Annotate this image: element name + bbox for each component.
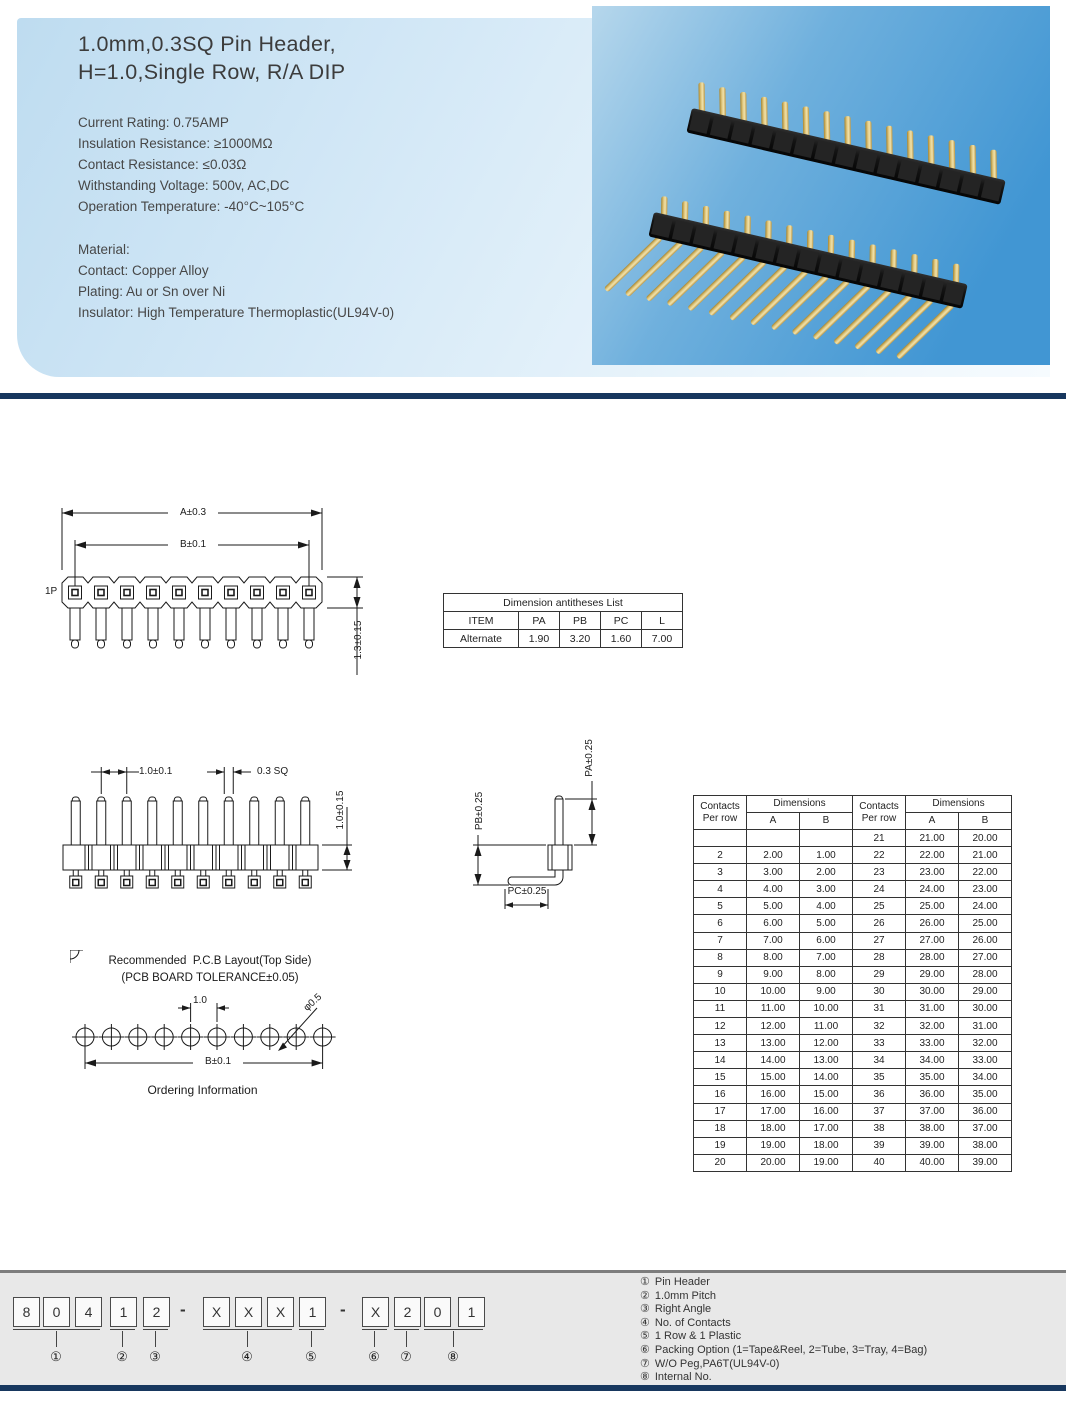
dim-label-b: B±0.1 bbox=[168, 539, 218, 551]
cell: 13.00 bbox=[747, 1035, 800, 1052]
cell: 23 bbox=[853, 864, 906, 881]
cell: 32.00 bbox=[959, 1035, 1012, 1052]
cell bbox=[694, 830, 747, 847]
cell: 31 bbox=[853, 1000, 906, 1017]
section-divider-bar bbox=[0, 393, 1066, 399]
table-row bbox=[694, 881, 1012, 898]
col-header-contacts: Contacts Per row bbox=[694, 796, 747, 830]
spec-line: Operation Temperature: -40°C~105°C bbox=[78, 199, 305, 214]
ordering-heading: Ordering Information bbox=[147, 1083, 258, 1097]
order-code-box: 2 bbox=[394, 1297, 421, 1327]
legend-item-number: ⑤ bbox=[640, 1330, 650, 1343]
group-underline bbox=[362, 1329, 387, 1330]
legend-item bbox=[640, 1276, 927, 1290]
legend-item bbox=[640, 1303, 927, 1317]
cell: 26.00 bbox=[906, 915, 959, 932]
cell: 13.00 bbox=[800, 1052, 853, 1069]
legend-item-number: ② bbox=[640, 1289, 650, 1302]
table-row bbox=[694, 898, 1012, 915]
drawing-side-view bbox=[465, 725, 650, 920]
cell: 24.00 bbox=[959, 898, 1012, 915]
material-line: Plating: Au or Sn over Ni bbox=[78, 284, 226, 299]
cell: 32.00 bbox=[906, 1018, 959, 1035]
group-number: ① bbox=[50, 1349, 62, 1364]
legend-item-number: ③ bbox=[640, 1303, 650, 1316]
cell: 4 bbox=[694, 881, 747, 898]
cell: 33.00 bbox=[906, 1035, 959, 1052]
dim-label-pb: PB±0.25 bbox=[474, 791, 485, 831]
cell: 35.00 bbox=[959, 1086, 1012, 1103]
col-header: ITEM bbox=[444, 612, 519, 630]
cell: 40 bbox=[853, 1154, 906, 1171]
group-pointer bbox=[155, 1331, 156, 1347]
table-row bbox=[694, 949, 1012, 966]
page-title-line2: H=1.0,Single Row, R/A DIP bbox=[78, 60, 346, 84]
group-pointer bbox=[406, 1331, 407, 1347]
cell: 31.00 bbox=[906, 1000, 959, 1017]
group-underline bbox=[203, 1329, 292, 1330]
order-code-dash: - bbox=[340, 1300, 346, 1319]
group-underline bbox=[13, 1329, 100, 1330]
col-header: PA bbox=[519, 612, 560, 630]
cell: 29.00 bbox=[906, 966, 959, 983]
cell: 21.00 bbox=[906, 830, 959, 847]
legend-item-text: 1 Row & 1 Plastic bbox=[654, 1330, 742, 1343]
drawing-front-view bbox=[55, 745, 355, 910]
group-pointer bbox=[453, 1331, 454, 1347]
cell: 7.00 bbox=[800, 949, 853, 966]
cell: 30 bbox=[853, 983, 906, 1000]
order-code-box: X bbox=[203, 1297, 230, 1327]
antitheses-table bbox=[443, 593, 683, 648]
cell: 18.00 bbox=[800, 1137, 853, 1154]
cell: 20 bbox=[694, 1154, 747, 1171]
cell: 27.00 bbox=[906, 932, 959, 949]
cell: 37.00 bbox=[906, 1103, 959, 1120]
order-code-box: 1 bbox=[299, 1297, 326, 1327]
group-pointer bbox=[374, 1331, 375, 1347]
cell: 37.00 bbox=[959, 1120, 1012, 1137]
cell: 38.00 bbox=[959, 1137, 1012, 1154]
cell: 11.00 bbox=[800, 1018, 853, 1035]
legend-item-text: 1.0mm Pitch bbox=[654, 1289, 717, 1302]
group-number: ⑧ bbox=[447, 1349, 459, 1364]
group-number: ⑤ bbox=[305, 1349, 317, 1364]
col-header-a: A bbox=[906, 813, 959, 830]
pcb-dim-hole: φ0.5 bbox=[301, 991, 325, 1014]
col-header-b: B bbox=[959, 813, 1012, 830]
legend-item-text: W/O Peg,PA6T(UL94V-0) bbox=[654, 1357, 780, 1370]
cell: 19.00 bbox=[747, 1137, 800, 1154]
cell: 29.00 bbox=[959, 983, 1012, 1000]
pcb-subtitle: (PCB BOARD TOLERANCE±0.05) bbox=[121, 972, 299, 984]
cell: 2.00 bbox=[800, 864, 853, 881]
cell: 22 bbox=[853, 847, 906, 864]
col-header: PB bbox=[560, 612, 601, 630]
group-underline bbox=[110, 1329, 135, 1330]
table-row bbox=[694, 915, 1012, 932]
cell: 1.00 bbox=[800, 847, 853, 864]
cell: 29 bbox=[853, 966, 906, 983]
cell bbox=[800, 830, 853, 847]
cell: 15 bbox=[694, 1069, 747, 1086]
table-row bbox=[694, 1052, 1012, 1069]
cell: 16.00 bbox=[800, 1103, 853, 1120]
legend-item bbox=[640, 1358, 927, 1372]
cell: 5.00 bbox=[747, 898, 800, 915]
dim-label-pitch: 1.0±0.1 bbox=[139, 766, 173, 777]
cell: 36.00 bbox=[906, 1086, 959, 1103]
cell: 20.00 bbox=[959, 830, 1012, 847]
cell: 27 bbox=[853, 932, 906, 949]
legend-item-number: ⑧ bbox=[640, 1371, 650, 1384]
cell: 22.00 bbox=[906, 847, 959, 864]
page-title-line1: 1.0mm,0.3SQ Pin Header, bbox=[78, 32, 336, 56]
cell: 12 bbox=[694, 1018, 747, 1035]
cell: 26.00 bbox=[959, 932, 1012, 949]
spec-line: Insulation Resistance: ≥1000MΩ bbox=[78, 136, 273, 151]
cell: 7.00 bbox=[747, 932, 800, 949]
col-header: L bbox=[642, 612, 683, 630]
table-row bbox=[694, 847, 1012, 864]
cell: 35.00 bbox=[906, 1069, 959, 1086]
group-number: ② bbox=[116, 1349, 128, 1364]
cell: 11.00 bbox=[747, 1000, 800, 1017]
cell: 38 bbox=[853, 1120, 906, 1137]
cell: 18.00 bbox=[747, 1120, 800, 1137]
table-row bbox=[694, 932, 1012, 949]
cell: 30.00 bbox=[959, 1000, 1012, 1017]
cell: 38.00 bbox=[906, 1120, 959, 1137]
cell: 19.00 bbox=[800, 1154, 853, 1171]
group-number: ⑦ bbox=[400, 1349, 412, 1364]
cell: 30.00 bbox=[906, 983, 959, 1000]
cell: 19 bbox=[694, 1137, 747, 1154]
dim-label-a: A±0.3 bbox=[168, 507, 218, 519]
cell: 34.00 bbox=[906, 1052, 959, 1069]
cell: 28.00 bbox=[959, 966, 1012, 983]
cell: 7.00 bbox=[642, 630, 683, 648]
cell: 3.00 bbox=[800, 881, 853, 898]
group-underline bbox=[143, 1329, 168, 1330]
dim-label-pa: PA±0.25 bbox=[584, 739, 595, 777]
dim-label-height: 1.3±0.15 bbox=[353, 620, 364, 660]
cell: 21 bbox=[853, 830, 906, 847]
dimensions-table bbox=[693, 795, 1012, 1172]
order-code-box: 0 bbox=[424, 1297, 451, 1327]
table-row bbox=[694, 983, 1012, 1000]
cell: 34.00 bbox=[959, 1069, 1012, 1086]
cell: 18 bbox=[694, 1120, 747, 1137]
legend-item-number: ① bbox=[640, 1276, 650, 1288]
cell: 39.00 bbox=[906, 1137, 959, 1154]
cell: 39 bbox=[853, 1137, 906, 1154]
table-row bbox=[694, 1000, 1012, 1017]
legend-item-text: Packing Option (1=Tape&Reel, 2=Tube, 3=Tray, 4=Bag) bbox=[654, 1343, 928, 1356]
cell: 2 bbox=[694, 847, 747, 864]
banner-card bbox=[17, 18, 1050, 377]
table-row bbox=[694, 1120, 1012, 1137]
table-row bbox=[694, 1137, 1012, 1154]
cell: 10 bbox=[694, 983, 747, 1000]
group-pointer bbox=[311, 1331, 312, 1347]
dim-label-sq: 0.3 SQ bbox=[257, 766, 289, 777]
pcb-dim-pitch: 1.0 bbox=[193, 995, 207, 1006]
cell: 27.00 bbox=[959, 949, 1012, 966]
order-code-box: X bbox=[267, 1297, 294, 1327]
spec-line: Contact Resistance: ≤0.03Ω bbox=[78, 157, 247, 172]
pcb-dim-b: B±0.1 bbox=[193, 1056, 243, 1068]
cell: 17 bbox=[694, 1103, 747, 1120]
cell: 7 bbox=[694, 932, 747, 949]
cell: 25.00 bbox=[959, 915, 1012, 932]
cell: 14 bbox=[694, 1052, 747, 1069]
cell: Alternate bbox=[444, 630, 519, 648]
pcb-title: Recommended P.C.B Layout(Top Side) bbox=[108, 955, 312, 967]
cell: 14.00 bbox=[800, 1069, 853, 1086]
cell: 37 bbox=[853, 1103, 906, 1120]
cell: 39.00 bbox=[959, 1154, 1012, 1171]
cell: 6 bbox=[694, 915, 747, 932]
cell: 12.00 bbox=[747, 1018, 800, 1035]
table-row bbox=[694, 1154, 1012, 1171]
cell: 24 bbox=[853, 881, 906, 898]
dim-label-height2: 1.0±0.15 bbox=[335, 790, 346, 830]
table-row bbox=[694, 864, 1012, 881]
order-code-box: 0 bbox=[43, 1297, 70, 1327]
cell: 21.00 bbox=[959, 847, 1012, 864]
legend-item bbox=[640, 1330, 927, 1344]
cell: 10.00 bbox=[747, 983, 800, 1000]
table-row bbox=[694, 1069, 1012, 1086]
cell: 23.00 bbox=[959, 881, 1012, 898]
cell bbox=[747, 830, 800, 847]
cell: 3.20 bbox=[560, 630, 601, 648]
cell: 32 bbox=[853, 1018, 906, 1035]
cell: 16.00 bbox=[747, 1086, 800, 1103]
legend-item-text: Internal No. bbox=[654, 1371, 712, 1384]
group-number: ④ bbox=[241, 1349, 253, 1364]
group-underline bbox=[299, 1329, 324, 1330]
cell: 6.00 bbox=[747, 915, 800, 932]
legend-item-text: Right Angle bbox=[654, 1303, 712, 1316]
table-row bbox=[694, 1086, 1012, 1103]
cell: 33.00 bbox=[959, 1052, 1012, 1069]
legend-item bbox=[640, 1344, 927, 1358]
cell: 24.00 bbox=[906, 881, 959, 898]
cell: 6.00 bbox=[800, 932, 853, 949]
cell: 9 bbox=[694, 966, 747, 983]
cell: 1.60 bbox=[601, 630, 642, 648]
cell: 9.00 bbox=[747, 966, 800, 983]
cell: 13 bbox=[694, 1035, 747, 1052]
order-code-box: 2 bbox=[143, 1297, 170, 1327]
cell: 2.00 bbox=[747, 847, 800, 864]
cell: 14.00 bbox=[747, 1052, 800, 1069]
cell: 36 bbox=[853, 1086, 906, 1103]
spec-list bbox=[78, 112, 304, 217]
col-header-b: B bbox=[800, 813, 853, 830]
bottom-navy-bar bbox=[0, 1385, 1066, 1391]
order-code-box: X bbox=[235, 1297, 262, 1327]
col-header-contacts: Contacts Per row bbox=[853, 796, 906, 830]
legend-item-text: Pin Header bbox=[654, 1276, 710, 1288]
group-underline bbox=[424, 1329, 483, 1330]
cell: 25 bbox=[853, 898, 906, 915]
legend-item-number: ⑥ bbox=[640, 1343, 650, 1356]
table-row bbox=[694, 830, 1012, 847]
table-row bbox=[694, 1035, 1012, 1052]
page-title bbox=[78, 30, 345, 86]
cell: 26 bbox=[853, 915, 906, 932]
product-photo-image bbox=[592, 6, 1050, 365]
cell: 40.00 bbox=[906, 1154, 959, 1171]
spec-line: Current Rating: 0.75AMP bbox=[78, 115, 229, 130]
legend-item bbox=[640, 1371, 927, 1385]
legend-item-number: ④ bbox=[640, 1316, 650, 1329]
cell: 15.00 bbox=[800, 1086, 853, 1103]
pin-header-photo-graphic bbox=[592, 6, 1050, 365]
cell: 5 bbox=[694, 898, 747, 915]
group-number: ⑥ bbox=[368, 1349, 380, 1364]
group-underline bbox=[394, 1329, 419, 1330]
material-list bbox=[78, 239, 394, 323]
material-line: Contact: Copper Alloy bbox=[78, 263, 209, 278]
cell: 8.00 bbox=[800, 966, 853, 983]
legend-item bbox=[640, 1290, 927, 1304]
cell: 3.00 bbox=[747, 864, 800, 881]
material-line: Material: bbox=[78, 242, 130, 257]
group-number: ③ bbox=[149, 1349, 161, 1364]
cell: 36.00 bbox=[959, 1103, 1012, 1120]
cell: 31.00 bbox=[959, 1018, 1012, 1035]
col-header-dimensions: Dimensions bbox=[747, 796, 853, 813]
cell: 8 bbox=[694, 949, 747, 966]
cell: 28.00 bbox=[906, 949, 959, 966]
cell: 8.00 bbox=[747, 949, 800, 966]
antitheses-title: Dimension antitheses List bbox=[444, 594, 683, 612]
cell: 4.00 bbox=[747, 881, 800, 898]
spec-line: Withstanding Voltage: 500v, AC,DC bbox=[78, 178, 290, 193]
col-header: PC bbox=[601, 612, 642, 630]
cell: 12.00 bbox=[800, 1035, 853, 1052]
cell: 33 bbox=[853, 1035, 906, 1052]
legend-item-text: No. of Contacts bbox=[654, 1316, 731, 1329]
cell: 9.00 bbox=[800, 983, 853, 1000]
cell: 22.00 bbox=[959, 864, 1012, 881]
order-code-dash: - bbox=[180, 1300, 186, 1319]
group-pointer bbox=[56, 1331, 57, 1347]
cell: 1.90 bbox=[519, 630, 560, 648]
cell: 23.00 bbox=[906, 864, 959, 881]
cell: 20.00 bbox=[747, 1154, 800, 1171]
cell: 11 bbox=[694, 1000, 747, 1017]
cell: 35 bbox=[853, 1069, 906, 1086]
material-line: Insulator: High Temperature Thermoplastic(UL94V-0) bbox=[78, 305, 395, 320]
cell: 17.00 bbox=[800, 1120, 853, 1137]
cell: 25.00 bbox=[906, 898, 959, 915]
legend-item-number: ⑦ bbox=[640, 1357, 650, 1370]
table-row bbox=[694, 1103, 1012, 1120]
group-pointer bbox=[247, 1331, 248, 1347]
order-code-box: 8 bbox=[13, 1297, 40, 1327]
cell: 17.00 bbox=[747, 1103, 800, 1120]
pin1-label: 1P bbox=[45, 586, 58, 597]
table-row bbox=[694, 966, 1012, 983]
order-code-box: 1 bbox=[110, 1297, 137, 1327]
cell: 34 bbox=[853, 1052, 906, 1069]
ordering-legend bbox=[640, 1276, 927, 1385]
dim-label-pc: PC±0.25 bbox=[507, 886, 547, 897]
group-pointer bbox=[122, 1331, 123, 1347]
order-code-box: 4 bbox=[75, 1297, 102, 1327]
table-row bbox=[694, 1018, 1012, 1035]
order-code-box: 1 bbox=[458, 1297, 485, 1327]
cell: 15.00 bbox=[747, 1069, 800, 1086]
cell: 5.00 bbox=[800, 915, 853, 932]
cell: 16 bbox=[694, 1086, 747, 1103]
col-header-dimensions: Dimensions bbox=[906, 796, 1012, 813]
col-header-a: A bbox=[747, 813, 800, 830]
order-code-box: X bbox=[362, 1297, 389, 1327]
cell: 10.00 bbox=[800, 1000, 853, 1017]
cell: 3 bbox=[694, 864, 747, 881]
cell: 28 bbox=[853, 949, 906, 966]
legend-item bbox=[640, 1317, 927, 1331]
cell: 4.00 bbox=[800, 898, 853, 915]
